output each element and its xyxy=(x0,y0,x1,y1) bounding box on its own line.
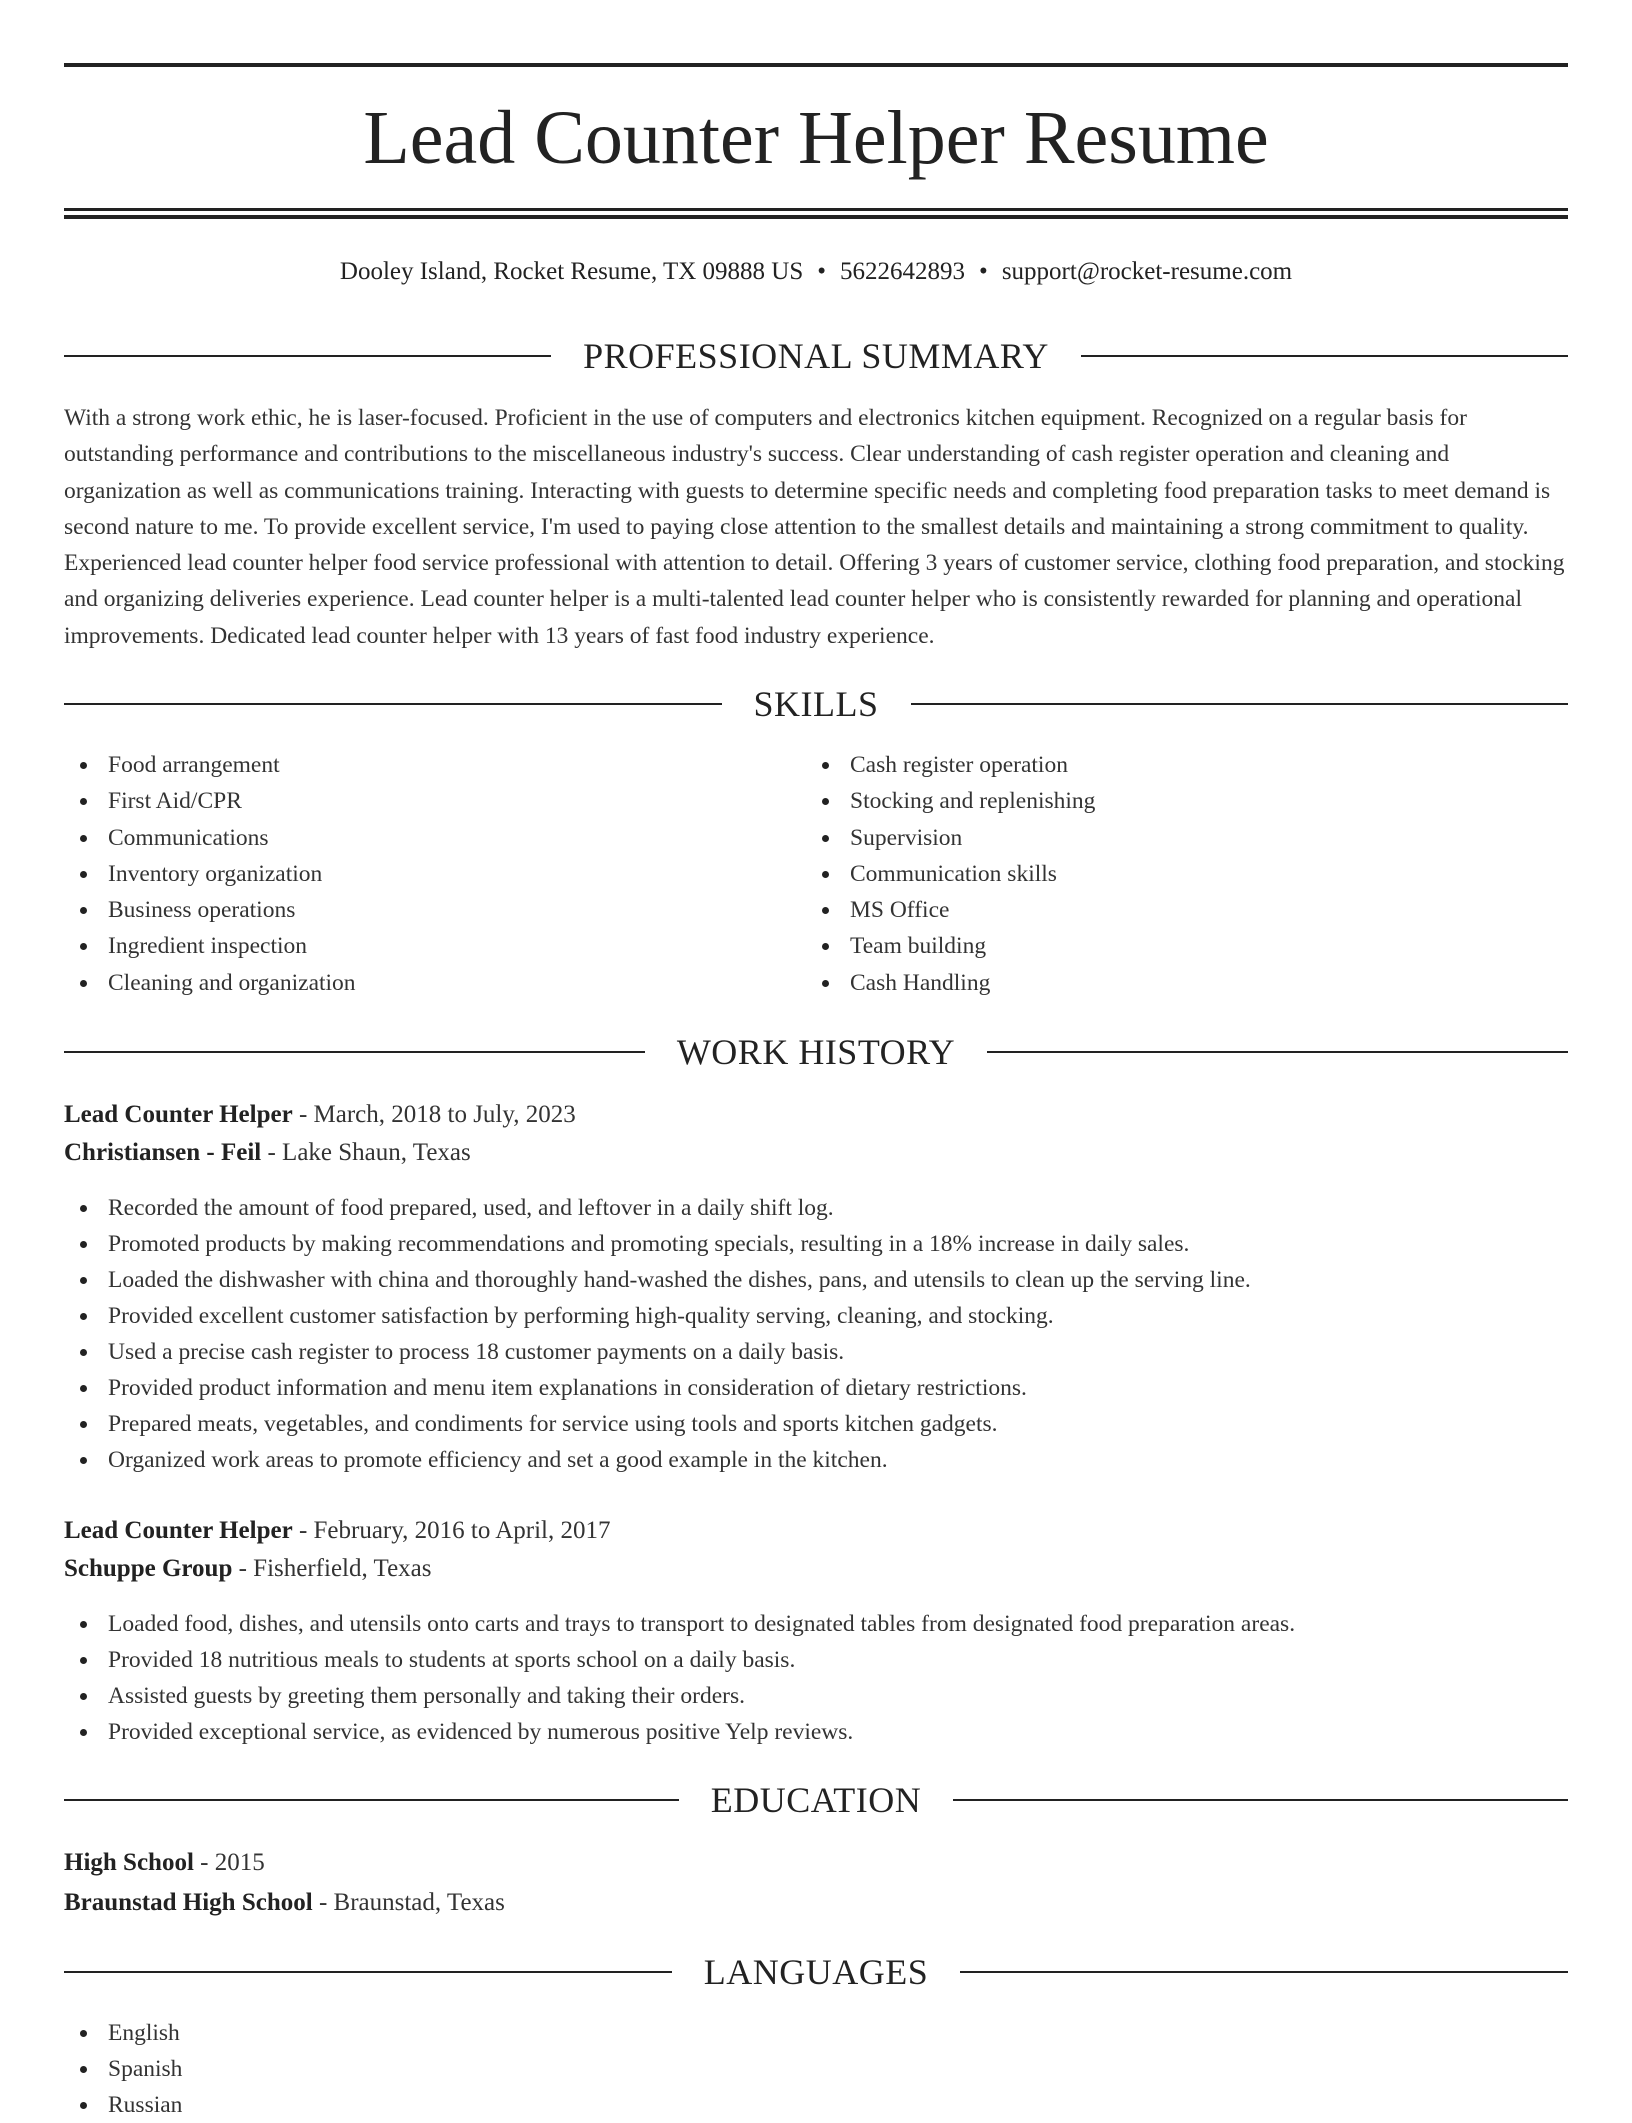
job-dates: - March, 2018 to July, 2023 xyxy=(292,1101,576,1128)
skill-item: Inventory organization xyxy=(64,856,804,892)
skill-item: Ingredient inspection xyxy=(64,928,804,964)
contact-separator: • xyxy=(979,258,988,285)
title-rule-lower xyxy=(64,215,1568,219)
job-duties xyxy=(64,1606,1568,1750)
contact-phone: 5622642893 xyxy=(840,258,966,285)
heading-rule-left xyxy=(64,1799,679,1801)
job-company-line xyxy=(64,1134,1568,1172)
section-heading-skills xyxy=(64,682,1568,726)
contact-line xyxy=(64,252,1568,292)
section-heading-summary xyxy=(64,334,1568,378)
job-duties-list xyxy=(64,1606,1568,1750)
skill-item: First Aid/CPR xyxy=(64,783,804,819)
skill-item: Stocking and replenishing xyxy=(806,783,1546,819)
job-duty-item: Used a precise cash register to process 18 customer payments on a daily basis. xyxy=(64,1334,1568,1370)
heading-rule-right xyxy=(1081,355,1568,357)
contact-email: support@rocket-resume.com xyxy=(1001,258,1293,285)
skills-list-left xyxy=(64,747,804,1001)
skill-item: Team building xyxy=(806,928,1546,964)
skill-item: Supervision xyxy=(806,820,1546,856)
job-duties-list xyxy=(64,1190,1568,1478)
skill-item: MS Office xyxy=(806,892,1546,928)
job-duty-item: Promoted products by making recommendations and promoting specials, resulting in a 18% increase in daily sales. xyxy=(64,1226,1568,1262)
job-duty-item: Loaded food, dishes, and utensils onto carts and trays to transport to designated tables from designated food preparation areas. xyxy=(64,1606,1568,1642)
job-duty-item: Loaded the dishwasher with china and thoroughly hand-washed the dishes, pans, and utensils to clean up the serving line. xyxy=(64,1262,1568,1298)
job-duty-item: Provided 18 nutritious meals to students at sports school on a daily basis. xyxy=(64,1642,1568,1678)
language-item: Spanish xyxy=(64,2051,1568,2087)
languages-list xyxy=(64,2015,1568,2123)
skill-item: Cash Handling xyxy=(806,965,1546,1001)
job-title: Lead Counter Helper xyxy=(64,1101,293,1128)
job-company-line xyxy=(64,1550,1568,1588)
job-duty-item: Organized work areas to promote efficiency and set a good example in the kitchen. xyxy=(64,1442,1568,1478)
contact-separator: • xyxy=(817,258,827,285)
heading-rule-right xyxy=(960,1971,1568,1973)
title-rule-upper xyxy=(64,208,1568,211)
education-degree-line xyxy=(64,1844,1568,1882)
heading-rule-left xyxy=(64,703,722,705)
heading-rule-left xyxy=(64,1971,672,1973)
job-duty-item: Recorded the amount of food prepared, used, and leftover in a daily shift log. xyxy=(64,1190,1568,1226)
job-dates: - February, 2016 to April, 2017 xyxy=(292,1517,611,1544)
job-company: Christiansen - Feil xyxy=(64,1139,262,1166)
heading-rule-left xyxy=(64,355,551,357)
heading-rule-right xyxy=(953,1799,1568,1801)
section-heading-languages xyxy=(64,1950,1568,1994)
language-item: English xyxy=(64,2015,1568,2051)
job-duty-item: Provided exceptional service, as evidenced by numerous positive Yelp reviews. xyxy=(64,1714,1568,1750)
job-location: - Fisherfield, Texas xyxy=(232,1555,432,1582)
job-duty-item: Prepared meats, vegetables, and condiments for service using tools and sports kitchen gadgets. xyxy=(64,1406,1568,1442)
job-company: Schuppe Group xyxy=(64,1555,233,1582)
contact-address: Dooley Island, Rocket Resume, TX 09888 US xyxy=(339,258,804,285)
skill-item: Business operations xyxy=(64,892,804,928)
education-location: - Braunstad, Texas xyxy=(312,1889,505,1916)
job-duty-item: Provided product information and menu item explanations in consideration of dietary restrictions. xyxy=(64,1370,1568,1406)
job-location: - Lake Shaun, Texas xyxy=(261,1139,471,1166)
section-heading-work-history xyxy=(64,1030,1568,1074)
skills-column-right xyxy=(806,747,1546,1001)
education-school-line xyxy=(64,1884,1568,1922)
section-heading-label: WORK HISTORY xyxy=(676,1032,956,1072)
skill-item: Cleaning and organization xyxy=(64,965,804,1001)
section-heading-label: SKILLS xyxy=(753,684,879,724)
skill-item: Communication skills xyxy=(806,856,1546,892)
job-duties xyxy=(64,1190,1568,1478)
education-year: - 2015 xyxy=(193,1849,265,1876)
skill-item: Food arrangement xyxy=(64,747,804,783)
professional-summary-text: With a strong work ethic, he is laser-focused. Proficient in the use of computers and electronics kitchen equipment. Recognized on a regular basis for outstanding performance and contributions to the miscellaneous industry's success. Clear understanding of cash register operation and cleaning and organization as well as communications training. Interacting with guests to determine specific needs and completing food preparation tasks to meet demand is second nature to me. To provide excellent service, I'm used to paying close attention to the smallest details and maintaining a strong commitment to quality. Experienced lead counter helper food service professional with attention to detail. Offering 3 years of customer service, clothing food preparation, and stocking and organizing deliveries experience. Lead counter helper is a multi-talented lead counter helper who is consistently rewarded for planning and operational improvements. Dedicated lead counter helper with 13 years of fast food industry experience. xyxy=(64,405,1565,649)
top-rule xyxy=(64,63,1568,67)
resume-title: Lead Counter Helper Resume xyxy=(363,96,1269,180)
languages xyxy=(64,2015,1568,2123)
job-title-line xyxy=(64,1512,1568,1550)
heading-rule-right xyxy=(911,703,1569,705)
section-heading-label: EDUCATION xyxy=(710,1780,922,1820)
section-heading-education xyxy=(64,1778,1568,1822)
heading-rule-left xyxy=(64,1051,645,1053)
skill-item: Communications xyxy=(64,820,804,856)
education-degree: High School xyxy=(64,1849,194,1876)
skill-item: Cash register operation xyxy=(806,747,1546,783)
job-title-line xyxy=(64,1096,1568,1134)
job-title: Lead Counter Helper xyxy=(64,1517,293,1544)
section-heading-label: PROFESSIONAL SUMMARY xyxy=(583,336,1049,376)
section-heading-label: LANGUAGES xyxy=(703,1952,929,1992)
skills-column-left xyxy=(64,747,804,1001)
job-duty-item: Provided excellent customer satisfaction by performing high-quality serving, cleaning, and stocking. xyxy=(64,1298,1568,1334)
language-item: Russian xyxy=(64,2087,1568,2123)
education-school: Braunstad High School xyxy=(64,1889,313,1916)
skills-list-right xyxy=(806,747,1546,1001)
job-duty-item: Assisted guests by greeting them personally and taking their orders. xyxy=(64,1678,1568,1714)
heading-rule-right xyxy=(987,1051,1568,1053)
